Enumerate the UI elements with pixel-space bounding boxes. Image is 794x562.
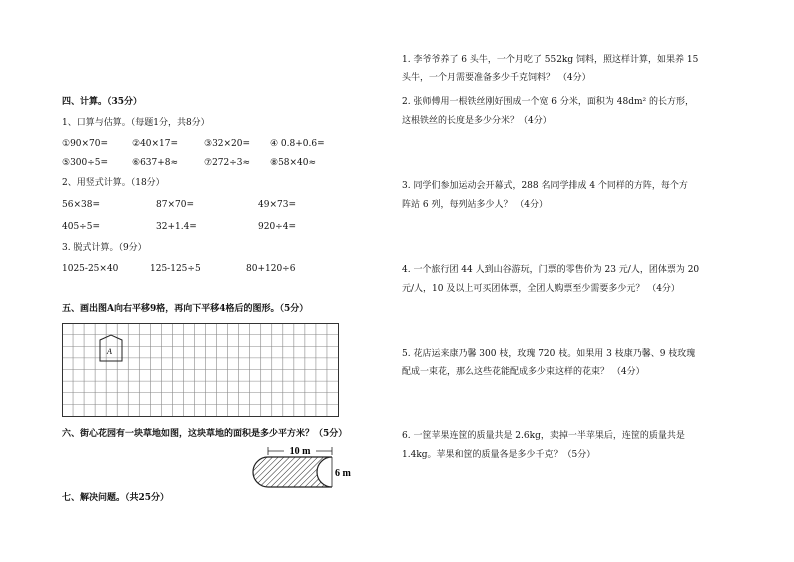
lawn-figure (244, 440, 354, 492)
q6-line-1: 6. 一筐苹果连筐的质量共是 2.6kg，卖掉一半苹果后，连筐的质量共是 (402, 431, 685, 441)
q3-line-1: 3. 同学们参加运动会开幕式，288 名同学排成 4 个同样的方阵，每个方 (402, 181, 688, 191)
translation-grid (62, 323, 339, 417)
q4-line-1: 4. 一个旅行团 44 人到山谷游玩，门票的零售价为 23 元/人，团体票为 20 (402, 265, 700, 275)
vertical-item-5: 32+1.4= (156, 222, 197, 232)
oral-item-6: ⑥637+8≈ (132, 158, 179, 168)
strip-item-3: 80+120÷6 (246, 264, 296, 274)
strip-item-2: 125-125÷5 (150, 264, 201, 274)
vertical-item-3: 49×73= (258, 200, 296, 210)
strip-item-1: 1025-25×40 (62, 264, 119, 274)
section-5-title: 五、画出图A向右平移9格，再向下平移4格后的图形。（5分） (62, 304, 309, 314)
q2-line-2: 这根铁丝的长度是多少分米？（4分） (402, 116, 552, 126)
width-dimension-label: 10 m (289, 446, 311, 457)
q3-line-2: 阵站 6 列，每列站多少人？ （4分） (402, 200, 549, 210)
height-dimension-label: 6 m (335, 468, 351, 479)
vertical-calc-title: 2、用竖式计算。（18分） (62, 178, 165, 188)
vertical-item-4: 405÷5= (62, 222, 100, 232)
q5-line-1: 5. 花店运来康乃馨 300 枝，玫瑰 720 枝。如果用 3 枝康乃馨、9 枝玫瑰 (402, 349, 696, 359)
section-7-title: 七、解决问题。（共25分） (62, 493, 170, 503)
oral-item-5: ⑤300÷5= (62, 158, 109, 168)
q1-line-2: 头牛，一个月需要准备多少千克饲料？ （4分） (402, 73, 591, 83)
vertical-item-2: 87×70= (156, 200, 194, 210)
vertical-item-6: 920÷4= (258, 222, 296, 232)
figure-a-label: A (107, 347, 112, 356)
oral-item-7: ⑦272÷3≈ (204, 158, 251, 168)
lawn-shape (253, 457, 332, 487)
q2-line-1: 2. 张师傅用一根铁丝刚好围成一个宽 6 分米，面积为 48dm² 的长方形， (402, 97, 694, 107)
oral-item-4: ④ 0.8+0.6= (270, 139, 325, 149)
oral-item-1: ①90×70= (62, 139, 109, 149)
oral-calc-title: 1、口算与估算。（每题1分，共8分） (62, 118, 210, 128)
q6-line-2: 1.4kg。苹果和筐的质量各是多少千克？（5分） (402, 450, 596, 460)
oral-item-3: ③32×20= (204, 139, 251, 149)
q5-line-2: 配成一束花，那么这些花能配成多少束这样的花束？ （4分） (402, 367, 645, 377)
section-4-title: 四、计算。（35分） (62, 97, 143, 107)
q1-line-1: 1. 李爷爷养了 6 头牛，一个月吃了 552kg 饲料，照这样计算，如果养 15 (402, 55, 699, 65)
oral-item-8: ⑧58×40≈ (270, 158, 317, 168)
strip-calc-title: 3. 脱式计算。（9分） (62, 243, 147, 253)
q4-line-2: 元/人，10 及以上可买团体票，全团人购票至少需要多少元？ （4分） (402, 284, 680, 294)
section-6-title: 六、街心花园有一块草地如图，这块草地的面积是多少平方米？（5分） (62, 429, 348, 439)
vertical-item-1: 56×38= (62, 200, 100, 210)
oral-item-2: ②40×17= (132, 139, 179, 149)
